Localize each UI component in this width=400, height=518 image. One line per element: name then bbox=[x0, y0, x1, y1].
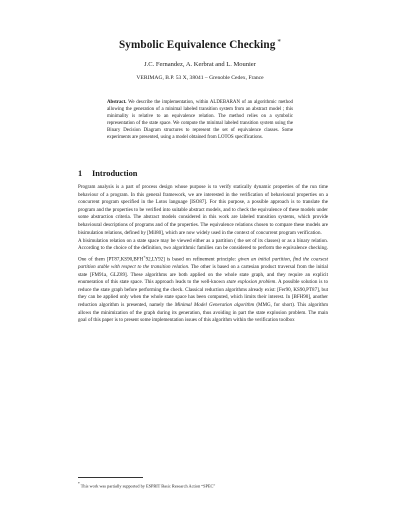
authors: J.C. Fernandez, A. Kerbrat and L. Mounier bbox=[144, 61, 256, 68]
paragraph-1: Program analysis is a part of process design whose purpose is to verify statically dynamic properties of the run time behaviour of a program. In this general framework, we are interested in the verification of behavioural properties on a concurrent program specified in the Lotos language [ISO87]. For this purpose, a possible approach is to translate the program and the properties to be verified into suitable abstract models, and to check the equivalence of these models under some abstraction criteria. The abstract models considered in this work are labeled transition systems, which provide behavioural descriptions of programs and of the properties. The equivalence relations chosen to compare these models are bisimulation relations, defined by [Mil80], which are now widely used in the context of concurrent program verification. bbox=[78, 184, 328, 236]
emphasis-mmg: Minimal Model Generation algorithm bbox=[174, 301, 255, 308]
section-number: 1 bbox=[78, 169, 83, 178]
emphasis-refinement: given an initial partition, find the coarsest partition stable with respect to the transition relation. bbox=[78, 256, 328, 270]
affiliation: VERIMAG, B.P. 53 X, 38041 – Grenoble Cedex, France bbox=[136, 75, 264, 81]
abstract-text: We describe the implementation, within ALDEBARAN of an algorithmic method allowing the generation of a minimal labeled transition system from an abstract model ; this minimality is relative to an equivalence relation. The method relies on a symbolic representation of the state space. We compute the minimal labeled transition system using the Binary Decision Diagram structures to represent the set of equivalence classes. Some experiments are presented, using a model obtained from LOTOS specifications. bbox=[107, 100, 293, 141]
title-footnote-mark: * bbox=[277, 38, 282, 46]
footnote-text: This work was partially supported by ESPRIT Basic Research Action “SPEC” bbox=[80, 483, 216, 489]
footnote-mark: * bbox=[78, 482, 80, 486]
emphasis-state-explosion: state explosion problem bbox=[226, 279, 276, 286]
paragraph-2-part-b: 92,LY92] is based on refinement principle: bbox=[145, 256, 239, 263]
footnote bbox=[78, 481, 328, 489]
section-title: Introduction bbox=[92, 169, 138, 178]
footnote-rule bbox=[78, 477, 143, 478]
paragraph-2-part-c: The other is based on a cartesian product traversal from the initial state [FM91a, GLZ89]. These algorithms are both applied on the whole state graph, and they require an explicit enumeration of this state space. This approach leads to the well-known bbox=[78, 264, 328, 286]
section-heading bbox=[78, 169, 137, 178]
paragraph-2-part-e: (MMG, for short). This algorithm allows the minimization of the graph during its generation, thus avoiding in part the state explosion problem. The main goal of this paper is to present some implementation issues of this algorithm within the verification toolbox bbox=[78, 301, 328, 324]
body-text bbox=[78, 184, 328, 325]
title-text: Symbolic Equivalence Checking bbox=[118, 39, 276, 51]
citation-superscript: + bbox=[143, 253, 146, 259]
abstract-label: Abstract. bbox=[107, 100, 127, 105]
paragraph-2 bbox=[78, 238, 328, 325]
paragraph-2-part-d: . A possible solution is to reduce the state graph before performing the check. Classical reduction algorithms already exist: [Fer90, KS90,PT87], but they can be applied only when the whole state space has been computed, which limits their interest. In [BFH90], another reduction algorithm is presented, namely the bbox=[78, 279, 328, 308]
paragraph-2-part-a: A bisimulation relation on a state space may be viewed either as a partition ( the set of its classes) or as a binary relation. According to the choice of the definition, two algorithmic families can be considered to perform the equivalence checking. One of them [PT87,KS90,BFH bbox=[78, 237, 328, 263]
abstract bbox=[107, 99, 293, 141]
paper-title bbox=[0, 38, 400, 51]
